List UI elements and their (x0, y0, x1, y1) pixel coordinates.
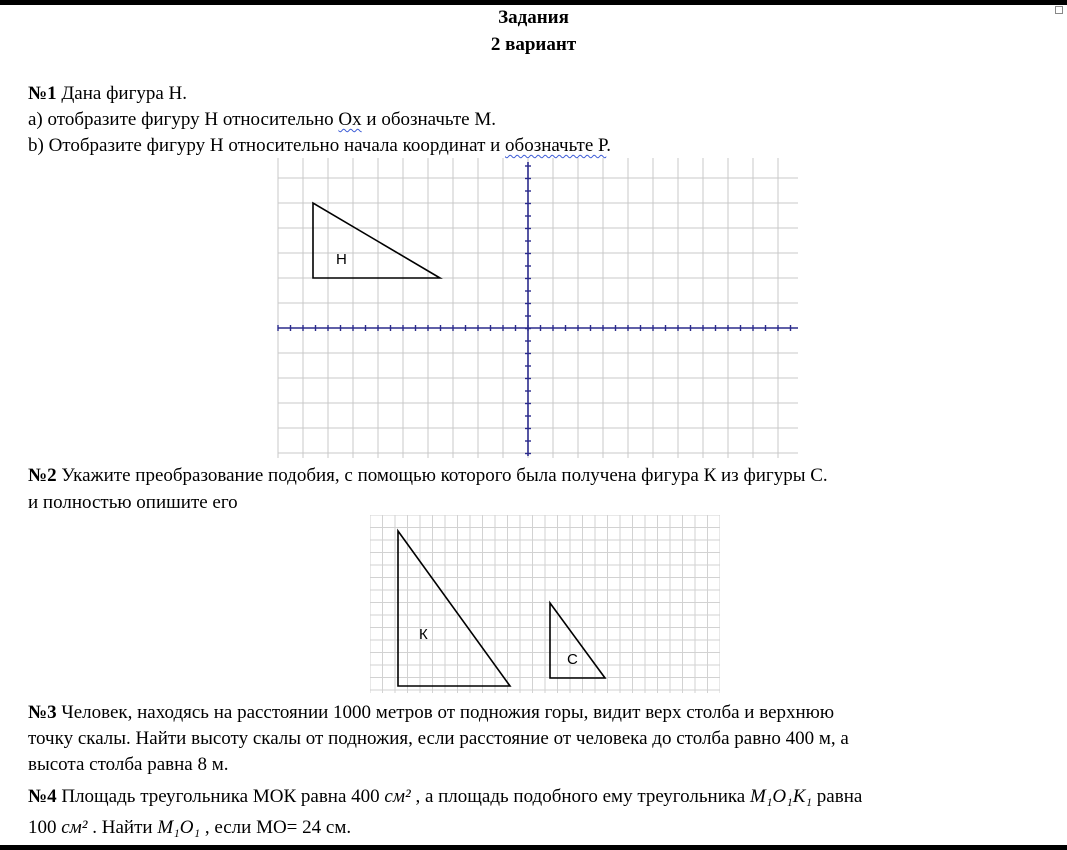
bottom-border (0, 845, 1067, 850)
task1-b-pre: b) Отобразите фигуру Н относительно начала координат и (28, 135, 506, 156)
axis-ticks (278, 166, 791, 454)
task4-part2: , а площадь подобного ему треугольника (410, 786, 750, 807)
task1-b-word: обозначьте Р (505, 135, 607, 156)
task2-number: №2 (28, 465, 57, 486)
figure-c-label: С (567, 651, 578, 668)
task3-number: №3 (28, 702, 57, 723)
task4-unit2: см² (61, 817, 88, 838)
task4-part4: 100 (28, 817, 62, 838)
top-border (0, 0, 1067, 5)
figure-k-label: К (419, 626, 428, 643)
task1-number: №1 (28, 83, 57, 104)
task1-part-b (28, 135, 611, 157)
task4-unit1: см² (384, 786, 411, 807)
task4-line2 (28, 817, 351, 839)
task4-triangle: M₁O₁K₁ (750, 786, 813, 807)
task1-b-post: . (606, 135, 611, 156)
figure-h-label: Н (336, 251, 347, 268)
task3-line1 (28, 702, 834, 724)
page-title: Задания (498, 7, 569, 28)
task1-intro: Дана фигура Н. (56, 83, 188, 104)
task4-line1 (28, 786, 862, 808)
task2-line2: и полностью опишите его (28, 492, 238, 513)
coordinate-grid (270, 158, 800, 458)
task1-heading (28, 83, 187, 105)
task3-text1: Человек, находясь на расстоянии 1000 метров от подножия горы, видит верх столба и верхнюю (56, 702, 835, 723)
task3-line2: точку скалы. Найти высоту скалы от подножия, если расстояние от человека до столба равно 400 м, а (28, 728, 849, 749)
task1-part-a (28, 109, 496, 131)
figure-h-triangle (313, 203, 440, 278)
task1-a-post: и обозначьте М. (361, 109, 496, 130)
task1-a-pre: а) отобразите фигуру Н относительно (28, 109, 339, 130)
variant-title: 2 вариант (490, 34, 577, 55)
figure-k-triangle (398, 531, 510, 686)
task4-part1: Площадь треугольника МОК равна 400 (56, 786, 385, 807)
task4-part6: , если МО= 24 см. (200, 817, 352, 838)
task2-line1 (28, 465, 828, 487)
task4-part5: . Найти (87, 817, 158, 838)
task4-part3: равна (812, 786, 863, 807)
task3-line3: высота столба равна 8 м. (28, 754, 229, 775)
task1-a-axis: Ох (338, 109, 362, 130)
grid-lines-2 (370, 515, 720, 693)
task2-text1: Укажите преобразование подобия, с помощью которого была получена фигура К из фигуры С. (56, 465, 828, 486)
task4-number: №4 (28, 786, 57, 807)
task4-segment: M₁O₁ (157, 817, 201, 838)
similarity-grid (370, 515, 720, 693)
grid-lines (278, 158, 798, 458)
